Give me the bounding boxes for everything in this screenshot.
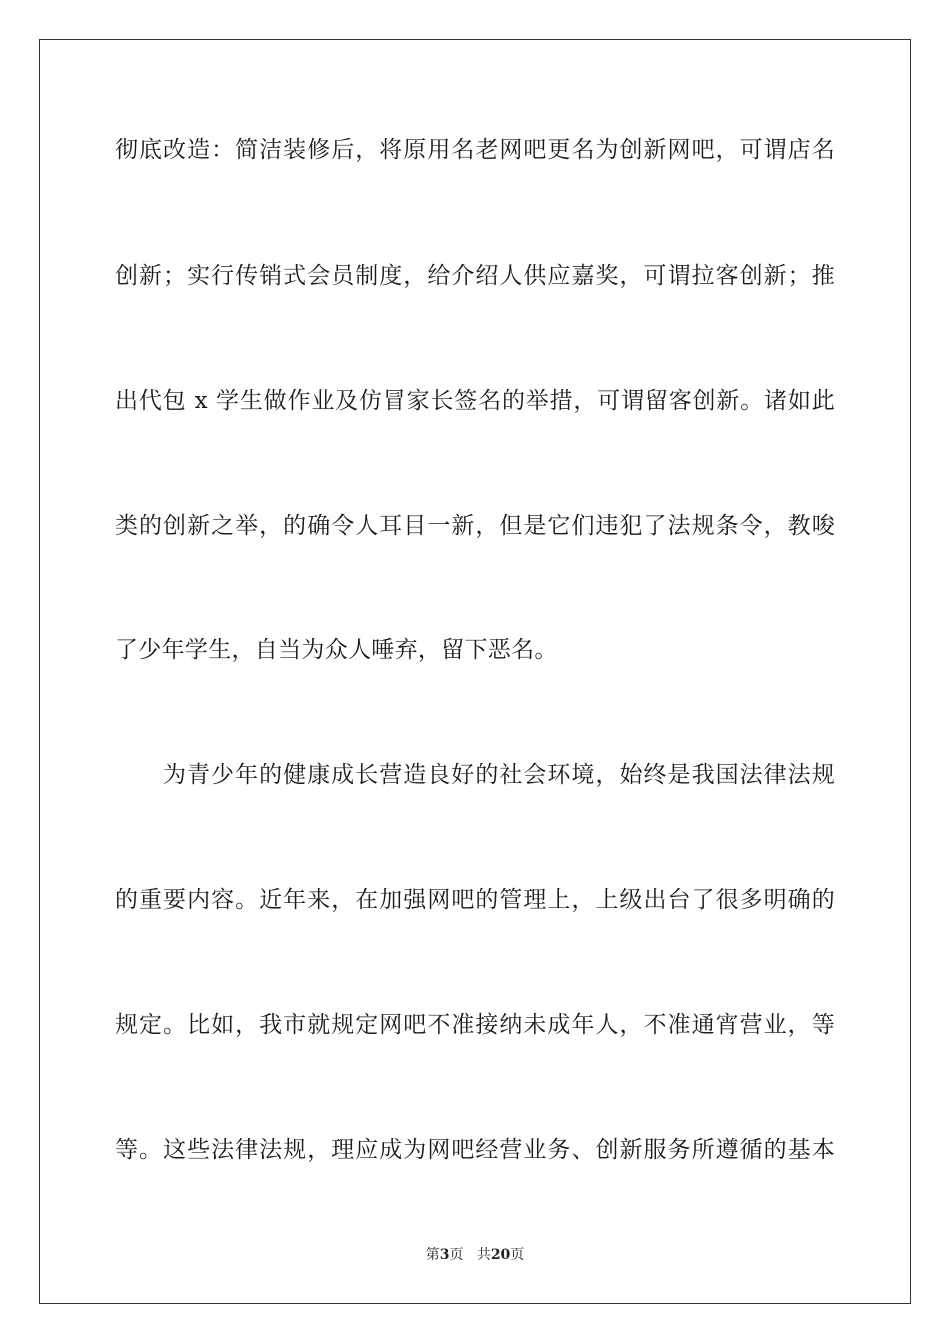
paragraph-line: 了少年学生，自当为众人唾弃，留下恶名。 (115, 637, 558, 663)
footer-page-number: 3 (439, 1247, 450, 1263)
paragraph-line: 为青少年的健康成长营造良好的社会环境，始终是我国法律法规 (163, 762, 835, 788)
footer-page-prefix: 第 (425, 1247, 440, 1263)
paragraph-line: 的重要内容。近年来，在加强网吧的管理上，上级出台了很多明确的 (115, 887, 835, 913)
footer-page-suffix: 页 (449, 1247, 464, 1263)
paragraph-line: 规定。比如，我市就规定网吧不准接纳未成年人，不准通宵营业，等 (115, 1012, 835, 1038)
page-border (39, 39, 911, 1304)
page-footer (0, 1246, 950, 1264)
footer-total-suffix: 页 (510, 1247, 525, 1263)
paragraph-line: 创新；实行传销式会员制度，给介绍人供应嘉奖，可谓拉客创新；推 (115, 263, 835, 289)
paragraph-line: 类的创新之举，的确令人耳目一新，但是它们违犯了法规条令，教唆 (115, 513, 835, 539)
paragraph-line: 彻底改造：简洁装修后，将原用名老网吧更名为创新网吧，可谓店名 (115, 137, 835, 163)
paragraph-line: 等。这些法律法规，理应成为网吧经营业务、创新服务所遵循的基本 (115, 1137, 835, 1163)
paragraph-line: 出代包 x 学生做作业及仿冒家长签名的举措，可谓留客创新。诸如此 (115, 388, 835, 414)
footer-total-pages: 20 (490, 1247, 511, 1263)
footer-total-prefix: 共 (476, 1247, 491, 1263)
